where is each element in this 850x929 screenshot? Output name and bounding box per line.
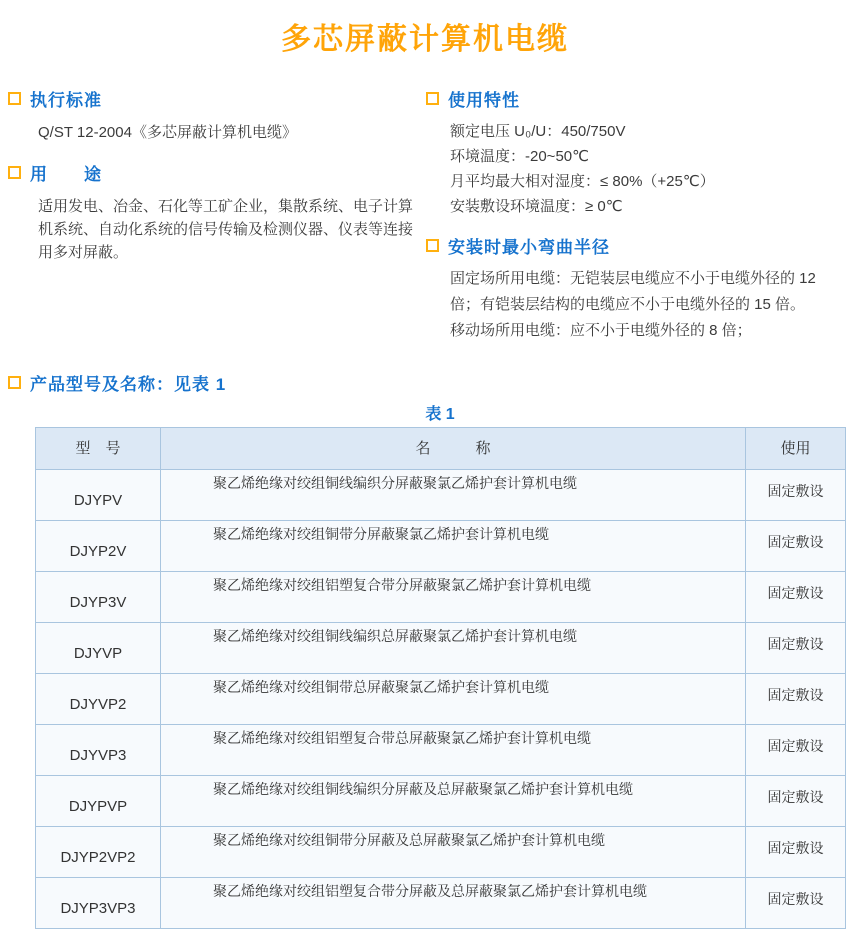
table-header-row — [36, 428, 846, 470]
cell-model: DJYPV — [36, 470, 161, 521]
square-bullet-icon — [426, 239, 439, 252]
bending-mobile-text: 移动场所用电缆：应不小于电缆外径的 8 倍； — [450, 322, 752, 339]
column-header-model: 型 号 — [36, 428, 161, 470]
section-products-heading — [8, 370, 850, 395]
characteristics-list — [450, 119, 844, 219]
product-table-body — [36, 470, 846, 929]
cell-name: 聚乙烯绝缘对绞组铜带总屏蔽聚氯乙烯护套计算机电缆 — [161, 674, 746, 725]
cell-use: 固定敷设 — [746, 623, 846, 674]
right-column — [416, 54, 844, 344]
usage-body: 适用发电、冶金、石化等工矿企业，集散系统、电子计算机系统、自动化系统的信号传输及检测仪器、仪表等连接用多对屏蔽。 — [38, 198, 414, 261]
table-row — [36, 827, 846, 878]
square-bullet-icon — [8, 92, 21, 105]
cell-name: 聚乙烯绝缘对绞组铜带分屏蔽聚氯乙烯护套计算机电缆 — [161, 521, 746, 572]
bending-body — [450, 266, 844, 344]
cell-use: 固定敷设 — [746, 572, 846, 623]
cell-model: DJYP3V — [36, 572, 161, 623]
section-standard-heading — [8, 86, 416, 111]
cell-name: 聚乙烯绝缘对绞组铝塑复合带总屏蔽聚氯乙烯护套计算机电缆 — [161, 725, 746, 776]
cell-model: DJYVP — [36, 623, 161, 674]
square-bullet-icon — [426, 92, 439, 105]
section-title-usage: 用 途 — [30, 165, 102, 184]
table-row — [36, 725, 846, 776]
section-characteristics-heading — [426, 86, 844, 111]
install-temp-line: 安装敷设环境温度：≥ 0℃ — [450, 198, 623, 215]
two-column-layout — [0, 54, 850, 344]
section-usage-heading — [8, 160, 416, 185]
table-row — [36, 572, 846, 623]
cell-model: DJYVP2 — [36, 674, 161, 725]
page-title: 多芯屏蔽计算机电缆 — [281, 23, 569, 56]
cell-use: 固定敷设 — [746, 674, 846, 725]
product-table — [35, 427, 846, 929]
section-title-products: 产品型号及名称：见表 1 — [30, 375, 227, 394]
cell-name: 聚乙烯绝缘对绞组铝塑复合带分屏蔽及总屏蔽聚氯乙烯护套计算机电缆 — [161, 878, 746, 929]
cell-use: 固定敷设 — [746, 776, 846, 827]
cell-model: DJYP2V — [36, 521, 161, 572]
cell-name: 聚乙烯绝缘对绞组铜线编织分屏蔽及总屏蔽聚氯乙烯护套计算机电缆 — [161, 776, 746, 827]
cell-name: 聚乙烯绝缘对绞组铜线编织总屏蔽聚氯乙烯护套计算机电缆 — [161, 623, 746, 674]
cell-use: 固定敷设 — [746, 827, 846, 878]
table-row — [36, 623, 846, 674]
bending-fixed-text: 固定场所用电缆：无铠装层电缆应不小于电缆外径的 12 倍；有铠装层结构的电缆应不小于电缆外径的 15 倍。 — [450, 270, 816, 313]
cell-model: DJYP3VP3 — [36, 878, 161, 929]
rated-voltage-line: 额定电压 U₀/U：450/750V — [450, 123, 626, 140]
cell-model: DJYP2VP2 — [36, 827, 161, 878]
cell-use: 固定敷设 — [746, 521, 846, 572]
square-bullet-icon — [8, 166, 21, 179]
section-title-characteristics: 使用特性 — [448, 91, 520, 110]
cell-model: DJYVP3 — [36, 725, 161, 776]
cell-use: 固定敷设 — [746, 878, 846, 929]
section-bending-heading — [426, 233, 844, 258]
table-row — [36, 776, 846, 827]
section-title-bending: 安装时最小弯曲半径 — [448, 238, 610, 257]
section-title-standard: 执行标准 — [30, 91, 102, 110]
table-caption: 表 1 — [425, 406, 455, 423]
table-row — [36, 521, 846, 572]
left-column — [8, 54, 416, 344]
table-row — [36, 674, 846, 725]
cell-use: 固定敷设 — [746, 470, 846, 521]
humidity-line: 月平均最大相对湿度：≤ 80%（+25℃） — [450, 173, 715, 190]
column-header-use: 使用 — [746, 428, 846, 470]
cell-name: 聚乙烯绝缘对绞组铜线编织分屏蔽聚氯乙烯护套计算机电缆 — [161, 470, 746, 521]
table-row — [36, 470, 846, 521]
cell-use: 固定敷设 — [746, 725, 846, 776]
cell-model: DJYPVP — [36, 776, 161, 827]
ambient-temp-line: 环境温度：-20~50℃ — [450, 148, 589, 165]
column-header-name: 名 称 — [161, 428, 746, 470]
cell-name: 聚乙烯绝缘对绞组铝塑复合带分屏蔽聚氯乙烯护套计算机电缆 — [161, 572, 746, 623]
square-bullet-icon — [8, 376, 21, 389]
cell-name: 聚乙烯绝缘对绞组铜带分屏蔽及总屏蔽聚氯乙烯护套计算机电缆 — [161, 827, 746, 878]
table-row — [36, 878, 846, 929]
standard-body: Q/ST 12-2004《多芯屏蔽计算机电缆》 — [38, 124, 297, 141]
